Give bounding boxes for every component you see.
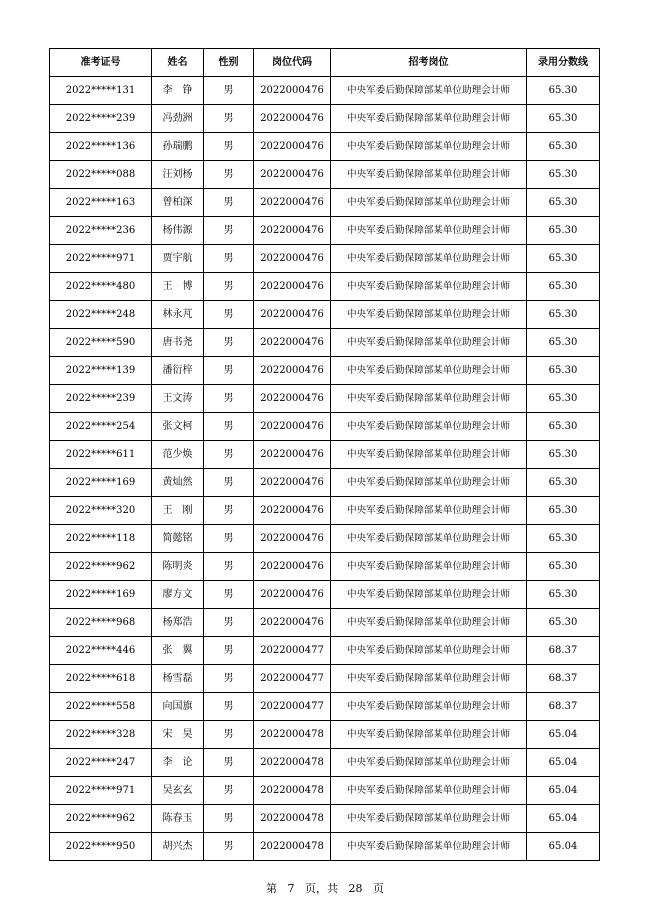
name-cell: 黄灿然 <box>152 469 204 497</box>
post-cell: 中央军委后勤保障部某单位助理会计师 <box>331 553 527 581</box>
post-code-cell: 2022000477 <box>254 693 331 721</box>
exam-id-cell: 2022*****558 <box>50 693 152 721</box>
post-code-cell: 2022000478 <box>254 749 331 777</box>
table-row <box>50 693 600 721</box>
post-cell: 中央军委后勤保障部某单位助理会计师 <box>331 217 527 245</box>
name-cell: 王文涛 <box>152 385 204 413</box>
exam-id-cell: 2022*****968 <box>50 609 152 637</box>
gender-cell: 男 <box>204 805 254 833</box>
name-cell: 李 铮 <box>152 77 204 105</box>
gender-cell: 男 <box>204 329 254 357</box>
post-code-cell: 2022000476 <box>254 133 331 161</box>
post-cell: 中央军委后勤保障部某单位助理会计师 <box>331 777 527 805</box>
cutoff-score-cell: 65.30 <box>527 77 600 105</box>
cutoff-score-cell: 65.30 <box>527 301 600 329</box>
gender-cell: 男 <box>204 749 254 777</box>
table-row <box>50 133 600 161</box>
name-cell: 孙瑞鹏 <box>152 133 204 161</box>
cutoff-score-cell: 68.37 <box>527 637 600 665</box>
name-cell: 简懿铭 <box>152 525 204 553</box>
cutoff-score-cell: 65.30 <box>527 189 600 217</box>
cutoff-score-cell: 65.04 <box>527 805 600 833</box>
header-name: 姓名 <box>152 49 204 77</box>
post-cell: 中央军委后勤保障部某单位助理会计师 <box>331 245 527 273</box>
post-code-cell: 2022000476 <box>254 497 331 525</box>
name-cell: 林永芃 <box>152 301 204 329</box>
cutoff-score-cell: 65.30 <box>527 245 600 273</box>
gender-cell: 男 <box>204 581 254 609</box>
name-cell: 贾宇航 <box>152 245 204 273</box>
gender-cell: 男 <box>204 721 254 749</box>
gender-cell: 男 <box>204 245 254 273</box>
cutoff-score-cell: 65.30 <box>527 217 600 245</box>
post-code-cell: 2022000476 <box>254 441 331 469</box>
name-cell: 潘衍梓 <box>152 357 204 385</box>
gender-cell: 男 <box>204 777 254 805</box>
table-row <box>50 273 600 301</box>
table-header <box>50 49 600 77</box>
post-code-cell: 2022000476 <box>254 77 331 105</box>
post-cell: 中央军委后勤保障部某单位助理会计师 <box>331 357 527 385</box>
gender-cell: 男 <box>204 693 254 721</box>
post-cell: 中央军委后勤保障部某单位助理会计师 <box>331 77 527 105</box>
table-row <box>50 749 600 777</box>
name-cell: 陈春玉 <box>152 805 204 833</box>
cutoff-score-cell: 65.30 <box>527 413 600 441</box>
exam-id-cell: 2022*****247 <box>50 749 152 777</box>
table-row <box>50 161 600 189</box>
post-code-cell: 2022000476 <box>254 329 331 357</box>
post-code-cell: 2022000476 <box>254 413 331 441</box>
cutoff-score-cell: 65.30 <box>527 553 600 581</box>
table-row <box>50 413 600 441</box>
post-code-cell: 2022000476 <box>254 357 331 385</box>
table-row <box>50 441 600 469</box>
table-row <box>50 525 600 553</box>
table-row <box>50 217 600 245</box>
name-cell: 范少焕 <box>152 441 204 469</box>
header-cutoff-score: 录用分数线 <box>527 49 600 77</box>
exam-id-cell: 2022*****590 <box>50 329 152 357</box>
table-row <box>50 553 600 581</box>
cutoff-score-cell: 65.30 <box>527 161 600 189</box>
name-cell: 王 刚 <box>152 497 204 525</box>
table-row <box>50 581 600 609</box>
name-cell: 杨伟源 <box>152 217 204 245</box>
table-row <box>50 189 600 217</box>
post-cell: 中央军委后勤保障部某单位助理会计师 <box>331 833 527 861</box>
exam-id-cell: 2022*****328 <box>50 721 152 749</box>
post-code-cell: 2022000476 <box>254 609 331 637</box>
gender-cell: 男 <box>204 189 254 217</box>
name-cell: 张 翼 <box>152 637 204 665</box>
cutoff-score-cell: 65.30 <box>527 329 600 357</box>
results-table <box>49 48 600 861</box>
cutoff-score-cell: 65.04 <box>527 777 600 805</box>
post-code-cell: 2022000476 <box>254 525 331 553</box>
post-code-cell: 2022000478 <box>254 721 331 749</box>
cutoff-score-cell: 65.30 <box>527 441 600 469</box>
name-cell: 吴玄玄 <box>152 777 204 805</box>
gender-cell: 男 <box>204 273 254 301</box>
exam-id-cell: 2022*****169 <box>50 469 152 497</box>
post-code-cell: 2022000476 <box>254 189 331 217</box>
footer-prefix: 第 <box>266 882 277 895</box>
exam-id-cell: 2022*****971 <box>50 245 152 273</box>
exam-id-cell: 2022*****239 <box>50 385 152 413</box>
gender-cell: 男 <box>204 469 254 497</box>
cutoff-score-cell: 65.04 <box>527 721 600 749</box>
table-row <box>50 301 600 329</box>
post-code-cell: 2022000478 <box>254 833 331 861</box>
header-post: 招考岗位 <box>331 49 527 77</box>
name-cell: 宋 昊 <box>152 721 204 749</box>
exam-id-cell: 2022*****971 <box>50 777 152 805</box>
exam-id-cell: 2022*****139 <box>50 357 152 385</box>
exam-id-cell: 2022*****169 <box>50 581 152 609</box>
post-cell: 中央军委后勤保障部某单位助理会计师 <box>331 273 527 301</box>
post-cell: 中央军委后勤保障部某单位助理会计师 <box>331 161 527 189</box>
post-code-cell: 2022000478 <box>254 805 331 833</box>
gender-cell: 男 <box>204 161 254 189</box>
post-code-cell: 2022000476 <box>254 581 331 609</box>
post-cell: 中央军委后勤保障部某单位助理会计师 <box>331 413 527 441</box>
cutoff-score-cell: 65.30 <box>527 133 600 161</box>
post-cell: 中央军委后勤保障部某单位助理会计师 <box>331 441 527 469</box>
table-row <box>50 609 600 637</box>
exam-id-cell: 2022*****480 <box>50 273 152 301</box>
exam-id-cell: 2022*****618 <box>50 665 152 693</box>
post-cell: 中央军委后勤保障部某单位助理会计师 <box>331 385 527 413</box>
footer-suffix: 页 <box>373 882 384 895</box>
header-gender: 性别 <box>204 49 254 77</box>
exam-id-cell: 2022*****236 <box>50 217 152 245</box>
post-code-cell: 2022000476 <box>254 385 331 413</box>
name-cell: 汪刘杨 <box>152 161 204 189</box>
header-exam-id: 准考证号 <box>50 49 152 77</box>
name-cell: 曾柏深 <box>152 189 204 217</box>
table-row <box>50 805 600 833</box>
header-post-code: 岗位代码 <box>254 49 331 77</box>
cutoff-score-cell: 65.30 <box>527 469 600 497</box>
exam-id-cell: 2022*****446 <box>50 637 152 665</box>
post-cell: 中央军委后勤保障部某单位助理会计师 <box>331 665 527 693</box>
exam-id-cell: 2022*****611 <box>50 441 152 469</box>
cutoff-score-cell: 65.30 <box>527 273 600 301</box>
name-cell: 廖方文 <box>152 581 204 609</box>
cutoff-score-cell: 65.30 <box>527 357 600 385</box>
post-cell: 中央军委后勤保障部某单位助理会计师 <box>331 329 527 357</box>
post-cell: 中央军委后勤保障部某单位助理会计师 <box>331 805 527 833</box>
name-cell: 唐书尧 <box>152 329 204 357</box>
header-row <box>50 49 600 77</box>
gender-cell: 男 <box>204 665 254 693</box>
cutoff-score-cell: 68.37 <box>527 693 600 721</box>
table-row <box>50 469 600 497</box>
name-cell: 王 博 <box>152 273 204 301</box>
gender-cell: 男 <box>204 833 254 861</box>
exam-id-cell: 2022*****118 <box>50 525 152 553</box>
gender-cell: 男 <box>204 553 254 581</box>
cutoff-score-cell: 65.04 <box>527 833 600 861</box>
cutoff-score-cell: 68.37 <box>527 665 600 693</box>
gender-cell: 男 <box>204 637 254 665</box>
cutoff-score-cell: 65.30 <box>527 581 600 609</box>
exam-id-cell: 2022*****131 <box>50 77 152 105</box>
gender-cell: 男 <box>204 385 254 413</box>
table-row <box>50 245 600 273</box>
post-code-cell: 2022000476 <box>254 553 331 581</box>
post-cell: 中央军委后勤保障部某单位助理会计师 <box>331 609 527 637</box>
cutoff-score-cell: 65.30 <box>527 385 600 413</box>
gender-cell: 男 <box>204 301 254 329</box>
post-code-cell: 2022000476 <box>254 469 331 497</box>
gender-cell: 男 <box>204 609 254 637</box>
exam-id-cell: 2022*****962 <box>50 805 152 833</box>
exam-id-cell: 2022*****163 <box>50 189 152 217</box>
table-row <box>50 105 600 133</box>
post-code-cell: 2022000476 <box>254 105 331 133</box>
table-row <box>50 357 600 385</box>
gender-cell: 男 <box>204 217 254 245</box>
gender-cell: 男 <box>204 441 254 469</box>
name-cell: 杨雪磊 <box>152 665 204 693</box>
name-cell: 冯劲洲 <box>152 105 204 133</box>
gender-cell: 男 <box>204 413 254 441</box>
cutoff-score-cell: 65.30 <box>527 105 600 133</box>
table-row <box>50 497 600 525</box>
gender-cell: 男 <box>204 357 254 385</box>
post-cell: 中央军委后勤保障部某单位助理会计师 <box>331 693 527 721</box>
post-cell: 中央军委后勤保障部某单位助理会计师 <box>331 133 527 161</box>
cutoff-score-cell: 65.30 <box>527 497 600 525</box>
exam-id-cell: 2022*****320 <box>50 497 152 525</box>
post-code-cell: 2022000476 <box>254 245 331 273</box>
exam-id-cell: 2022*****962 <box>50 553 152 581</box>
exam-id-cell: 2022*****950 <box>50 833 152 861</box>
exam-id-cell: 2022*****088 <box>50 161 152 189</box>
table-body <box>50 77 600 861</box>
post-code-cell: 2022000478 <box>254 777 331 805</box>
page-footer <box>0 880 650 896</box>
name-cell: 杨郑浩 <box>152 609 204 637</box>
table-row <box>50 385 600 413</box>
table-row <box>50 721 600 749</box>
name-cell: 李 论 <box>152 749 204 777</box>
post-code-cell: 2022000476 <box>254 217 331 245</box>
gender-cell: 男 <box>204 525 254 553</box>
post-cell: 中央军委后勤保障部某单位助理会计师 <box>331 721 527 749</box>
table-row <box>50 329 600 357</box>
name-cell: 胡兴杰 <box>152 833 204 861</box>
exam-id-cell: 2022*****136 <box>50 133 152 161</box>
cutoff-score-cell: 65.04 <box>527 749 600 777</box>
post-code-cell: 2022000476 <box>254 161 331 189</box>
table-row <box>50 665 600 693</box>
post-cell: 中央军委后勤保障部某单位助理会计师 <box>331 469 527 497</box>
post-code-cell: 2022000477 <box>254 637 331 665</box>
table-row <box>50 77 600 105</box>
post-cell: 中央军委后勤保障部某单位助理会计师 <box>331 525 527 553</box>
footer-page-number: 7 <box>287 882 295 895</box>
gender-cell: 男 <box>204 105 254 133</box>
name-cell: 张文柯 <box>152 413 204 441</box>
name-cell: 陈明炎 <box>152 553 204 581</box>
post-cell: 中央军委后勤保障部某单位助理会计师 <box>331 105 527 133</box>
table-row <box>50 637 600 665</box>
table-row <box>50 777 600 805</box>
post-cell: 中央军委后勤保障部某单位助理会计师 <box>331 189 527 217</box>
footer-total-pages: 28 <box>348 882 363 895</box>
post-code-cell: 2022000476 <box>254 301 331 329</box>
table-row <box>50 833 600 861</box>
footer-middle: 页，共 <box>305 882 338 895</box>
post-cell: 中央军委后勤保障部某单位助理会计师 <box>331 637 527 665</box>
exam-id-cell: 2022*****248 <box>50 301 152 329</box>
post-code-cell: 2022000477 <box>254 665 331 693</box>
gender-cell: 男 <box>204 497 254 525</box>
cutoff-score-cell: 65.30 <box>527 525 600 553</box>
gender-cell: 男 <box>204 77 254 105</box>
gender-cell: 男 <box>204 133 254 161</box>
exam-id-cell: 2022*****254 <box>50 413 152 441</box>
name-cell: 向国旗 <box>152 693 204 721</box>
cutoff-score-cell: 65.30 <box>527 609 600 637</box>
post-cell: 中央军委后勤保障部某单位助理会计师 <box>331 749 527 777</box>
post-cell: 中央军委后勤保障部某单位助理会计师 <box>331 301 527 329</box>
post-cell: 中央军委后勤保障部某单位助理会计师 <box>331 581 527 609</box>
post-cell: 中央军委后勤保障部某单位助理会计师 <box>331 497 527 525</box>
exam-id-cell: 2022*****239 <box>50 105 152 133</box>
post-code-cell: 2022000476 <box>254 273 331 301</box>
